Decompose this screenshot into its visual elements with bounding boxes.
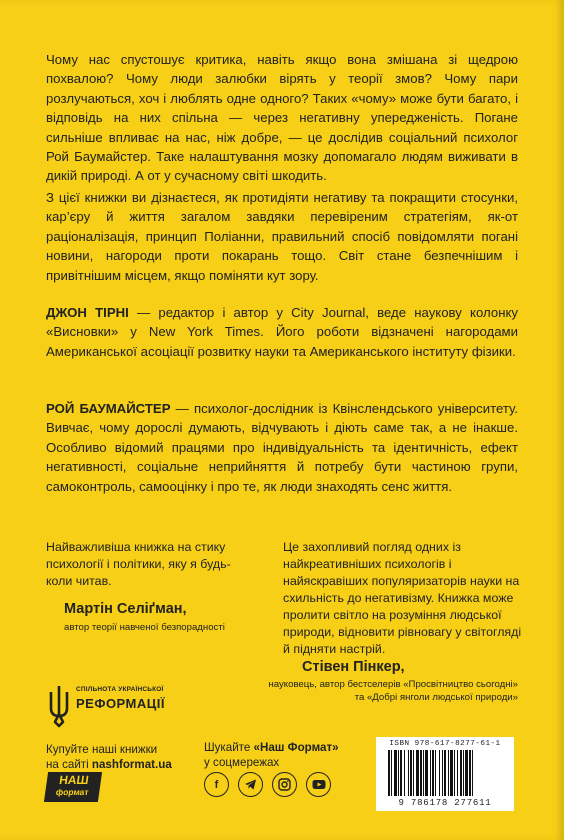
- author-name: РОЙ БАУМАЙСТЕР: [46, 401, 171, 416]
- barcode-digits: 9 786178 277611: [398, 798, 492, 808]
- author-bio-text: — психолог-дослідник із Квінслендського університету. Вивчає, чому дорослі думають, відчувають і діють саме так, а не інакше. Особливо відомий працями про індивідуальність та ідентичність, ефект негативності, соціальне неприйняття й потребу бути частиною групи, самоконтроль, самооцінку і про те, як люди знаходять сенс життя.: [46, 401, 518, 494]
- author-bio-tierney: [46, 303, 518, 361]
- barcode-bar: [460, 750, 462, 796]
- instagram-icon[interactable]: [272, 772, 297, 797]
- social-icons-row: [204, 772, 344, 798]
- isbn-number: ISBN 978-617-8277-61-1: [389, 740, 501, 748]
- social-line-1-text: Шукайте: [204, 741, 254, 754]
- barcode-bar: [454, 750, 455, 796]
- barcode-bar: [394, 750, 397, 796]
- blurb-author-name: Стівен Пінкер,: [302, 659, 405, 675]
- barcode-bar: [425, 750, 428, 796]
- author-bio-baumeister: [46, 399, 518, 496]
- social-info: [204, 740, 354, 770]
- barcode-bar: [457, 750, 458, 796]
- barcode-bar: [432, 750, 434, 796]
- barcode-bar: [404, 750, 405, 796]
- youtube-icon[interactable]: [306, 772, 331, 797]
- intro-paragraph-2: З цієї книжки ви дізнаєтеся, як протидіяти негативу та покращити стосунки, кар’єру й життя загалом завдяки перевіреним стратегіям, як-от раціоналізація, принцип Поліанни, правильний спосіб повідомляти погані новини, нагороди проти покарань тощо. Світ стане безпечнішим і привітнішим місцем, якщо поміняти кут зору.: [46, 190, 518, 283]
- reformation-series-logo: [46, 684, 196, 730]
- blurb-author-role: науковець, автор бестселерів «Просвітництво сьогодні» та «Добрі янголи людської природи»: [268, 679, 518, 703]
- social-brand: «Наш Формат»: [253, 741, 339, 754]
- barcode-bar: [410, 750, 412, 796]
- barcode-bar: [388, 750, 390, 796]
- barcode-bar: [469, 750, 471, 796]
- barcode-bars: [388, 750, 504, 796]
- author-bio-text: — редактор і автор у City Journal, веде наукову колонку «Висновки» у New York Times. Його роботи відзначені нагородами Американської асоціації розвитку науки та Американського інституту фізики.: [46, 305, 518, 359]
- barcode-bar: [413, 750, 414, 796]
- intro-paragraph-1: Чому нас спустошує критика, навіть якщо вона змішана зі щедрою похвалою? Чому люди залюбки вірять у теорії змов? Чому пари розлучаються, хоч і люблять одне одного? Таких «чому» може бути багато, і відповідь на них спільна — через негативну упередженість. Погане сильніше впливає на нас, ніж добре, — це дослідив соціальний психолог Рой Баумайстер. Таке налаштування мозку допомагало людям виживати в дикій природі. А от у сучасному світі шкодить.: [46, 52, 518, 184]
- series-logo-title: РЕФОРМАЦІЇ: [76, 696, 165, 711]
- telegram-icon[interactable]: [238, 772, 263, 797]
- barcode-bar: [420, 750, 422, 796]
- buy-line-2-text: на сайті: [46, 758, 92, 771]
- blurb-author-name: Мартін Селіґман,: [64, 601, 187, 617]
- blurb-quote-pinker: Це захопливий погляд одних із найкреативніших психологів і найяскравіших популяризаторів науки на схильність до негативізму. Книжка може пролити світло на розуміння людської природи, відновити рівновагу у світогляді й підняти настрій.: [283, 540, 522, 656]
- barcode-bar: [472, 750, 473, 796]
- barcode-bar: [416, 750, 419, 796]
- barcode-bar: [391, 750, 392, 796]
- series-logo-small-text: СПІЛЬНОТА УКРАЇНСЬКОЇ: [76, 686, 164, 693]
- barcode-bar: [448, 750, 449, 796]
- buy-line-2: [46, 757, 216, 772]
- buy-info: [46, 742, 216, 772]
- publisher-logo-line-2: формат: [55, 787, 90, 797]
- barcode-bar: [444, 750, 446, 796]
- barcode-bar: [408, 750, 409, 796]
- buy-line-1: Купуйте наші книжки: [46, 743, 158, 756]
- blurb-quote-seligman: Найважливіша книжка на стику психології і політики, яку я будь-коли читав.: [46, 540, 231, 588]
- page-edge-shadow: [556, 0, 564, 840]
- isbn-barcode: [376, 737, 514, 811]
- publisher-logo-line-1: НАШ: [58, 773, 90, 787]
- nash-format-logo: [44, 772, 102, 802]
- facebook-icon[interactable]: f: [204, 772, 229, 797]
- barcode-bar: [430, 750, 431, 796]
- blurb-author-role: автор теорії навченої безпорадності: [64, 622, 225, 633]
- publisher-site-link[interactable]: nashformat.ua: [91, 758, 172, 771]
- barcode-bar: [465, 750, 468, 796]
- barcode-bar: [435, 750, 436, 796]
- barcode-bar: [439, 750, 440, 796]
- barcode-bar: [398, 750, 399, 796]
- social-line-2: у соцмережах: [204, 756, 280, 769]
- social-line-1: [204, 740, 354, 755]
- author-name: ДЖОН ТІРНІ: [46, 305, 129, 320]
- barcode-bar: [463, 750, 464, 796]
- barcode-bar: [400, 750, 402, 796]
- barcode-bar: [450, 750, 453, 796]
- barcode-bar: [423, 750, 424, 796]
- barcode-bar: [442, 750, 443, 796]
- trident-icon: [46, 684, 72, 728]
